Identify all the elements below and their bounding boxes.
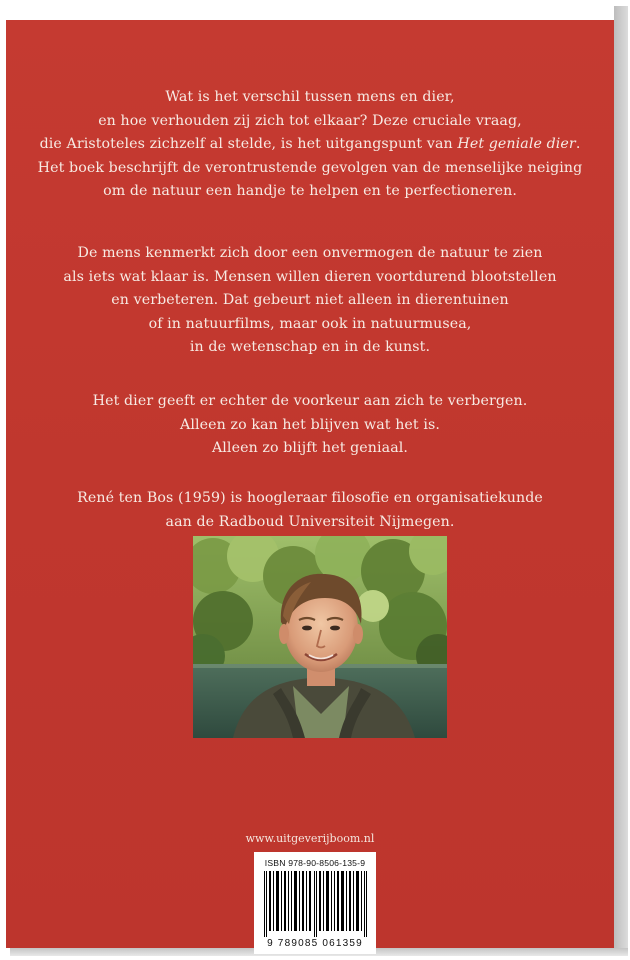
blurb-line: in de wetenschap en in de kunst. bbox=[189, 339, 431, 356]
book-title-italic: Het geniale dier bbox=[457, 136, 576, 153]
author-photo bbox=[193, 536, 447, 738]
blurb-line: en verbeteren. Dat gebeurt niet alleen in dierentuinen bbox=[111, 292, 509, 309]
author-bio-line: René ten Bos (1959) is hoogleraar filosofie en organisatiekunde bbox=[77, 490, 543, 506]
barcode-bars bbox=[262, 871, 370, 937]
blurb-line: als iets wat klaar is. Mensen willen dieren voortdurend blootstellen bbox=[63, 268, 557, 285]
blurb-line: en hoe verhouden zij zich tot elkaar? Deze cruciale vraag, bbox=[98, 112, 522, 129]
blurb-line: Alleen zo blijft het geniaal. bbox=[211, 440, 409, 457]
blurb-line: om de natuur een handje te helpen en te perfectioneren. bbox=[103, 183, 517, 200]
ean-digits: 9 789085 061359 bbox=[267, 938, 363, 949]
blurb-line bbox=[6, 133, 614, 157]
author-photo-image bbox=[193, 536, 447, 738]
back-cover bbox=[6, 20, 614, 948]
blurb-paragraph-1 bbox=[6, 86, 614, 204]
author-bio bbox=[6, 487, 614, 534]
blurb-paragraph-2 bbox=[6, 242, 614, 360]
blurb-line: of in natuurfilms, maar ook in natuurmusea, bbox=[148, 315, 472, 332]
blurb-line: Alleen zo kan het blijven wat het is. bbox=[180, 416, 440, 433]
blurb-text: die Aristoteles zichzelf al stelde, is het uitgangspunt van bbox=[39, 136, 458, 153]
blurb-paragraph-3 bbox=[6, 390, 614, 461]
author-bio-line: aan de Radboud Universiteit Nijmegen. bbox=[165, 513, 455, 530]
blurb-line: Wat is het verschil tussen mens en dier, bbox=[165, 89, 455, 105]
blurb-line: Het dier geeft er echter de voorkeur aan zich te verbergen. bbox=[92, 393, 528, 409]
blurb-line: Het boek beschrijft de verontrustende gevolgen van de menselijke neiging bbox=[37, 159, 583, 176]
isbn-barcode bbox=[254, 852, 376, 954]
isbn-label: ISBN 978-90-8506-135-9 bbox=[264, 858, 366, 868]
book-spine-shadow bbox=[614, 6, 628, 954]
blurb-line: De mens kenmerkt zich door een onvermogen de natuur te zien bbox=[77, 245, 543, 261]
blurb-text: . bbox=[575, 136, 581, 153]
publisher-website: www.uitgeverijboom.nl bbox=[245, 832, 375, 845]
